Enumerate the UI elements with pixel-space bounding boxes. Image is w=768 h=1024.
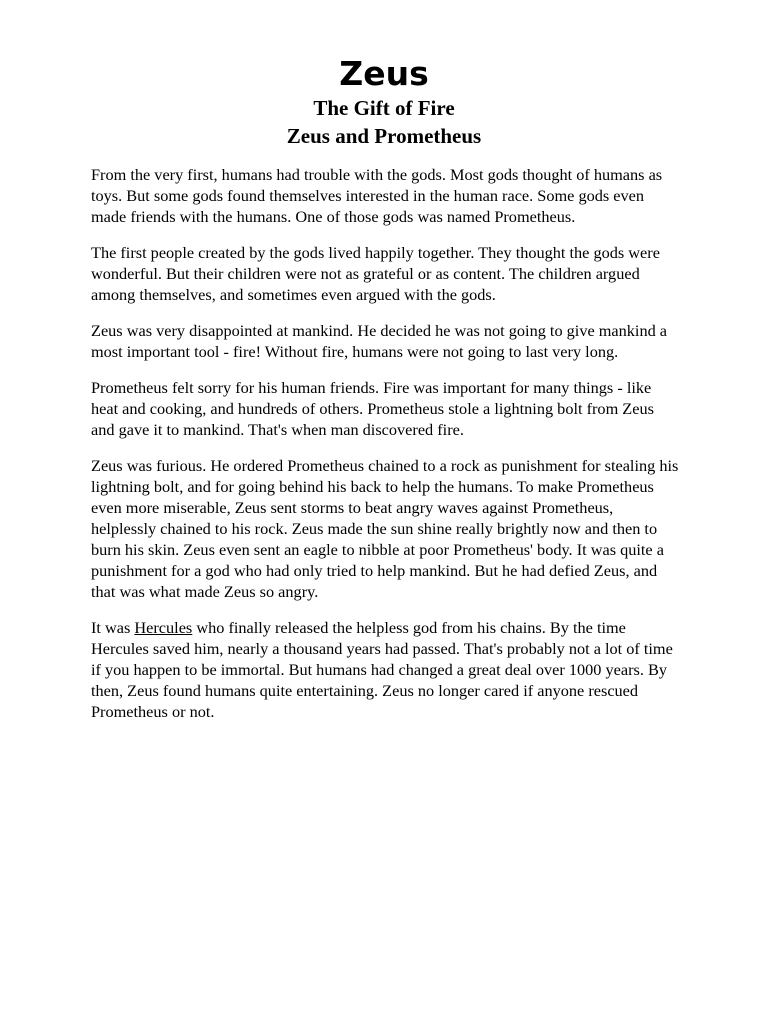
paragraph-6-start: It was — [91, 618, 135, 637]
paragraph-6 — [91, 617, 681, 722]
paragraph-5: Zeus was furious. He ordered Prometheus chained to a rock as punishment for stealing his lightning bolt, and for going behind his back to help the humans. To make Prometheus even more miserable, Zeus sent storms to beat angry waves against Prometheus, helplessly chained to his rock. Zeus made the sun shine really brightly now and then to burn his skin. Zeus even sent an eagle to nibble at poor Prometheus' body. It was quite a punishment for a god who had only tried to help mankind. But he had defied Zeus, and that was what made Zeus so angry. — [91, 456, 679, 601]
paragraph-2: The first people created by the gods lived happily together. They thought the gods were wonderful. But their children were not as grateful or as content. The children argued among themselves, and sometimes even argued with the gods. — [91, 243, 660, 304]
subtitle-gift-of-fire: The Gift of Fire — [313, 96, 455, 120]
article-body — [91, 164, 681, 737]
hercules-link[interactable]: Hercules — [134, 618, 193, 637]
subtitle-zeus-and-prometheus: Zeus and Prometheus — [286, 124, 482, 148]
paragraph-4: Prometheus felt sorry for his human friends. Fire was important for many things - like heat and cooking, and hundreds of others. Prometheus stole a lightning bolt from Zeus and gave it to mankind. That's when man discovered fire. — [91, 378, 654, 439]
paragraph-1: From the very first, humans had trouble with the gods. Most gods thought of humans as toys. But some gods found themselves interested in the human race. Some gods even made friends with the humans. One of those gods was named Prometheus. — [91, 165, 663, 226]
paragraph-6-rest: who finally released the helpless god from his chains. By the time Hercules saved him, nearly a thousand years had passed. That's probably not a lot of time if you happen to be immortal. But humans had changed a great deal over 1000 years. By then, Zeus found humans quite entertaining. Zeus no longer cared if anyone rescued Prometheus or not. — [91, 618, 673, 721]
page-title: Zeus — [339, 54, 429, 93]
paragraph-3: Zeus was very disappointed at mankind. He decided he was not going to give mankind a most important tool - fire! Without fire, humans were not going to last very long. — [91, 321, 668, 361]
